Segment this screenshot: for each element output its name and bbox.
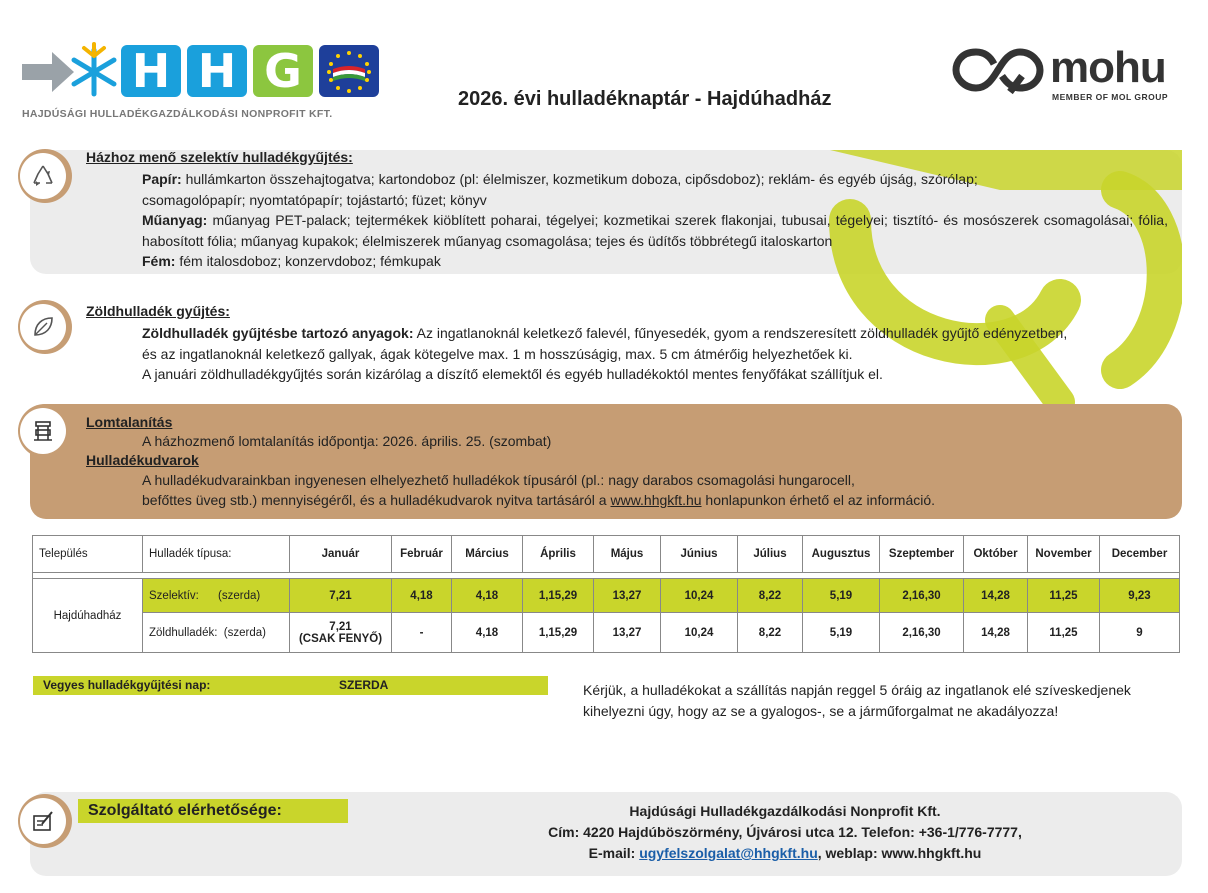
date-cell: 4,18	[452, 613, 523, 653]
paper-line-1	[142, 169, 978, 190]
date-cell: 11,25	[1028, 613, 1100, 653]
date-cell: 4,18	[392, 579, 452, 613]
mohu-infinity-icon	[952, 46, 1044, 96]
selective-title: Házhoz menő szelektív hulladékgyűjtés:	[86, 149, 353, 165]
date-cell: 10,24	[661, 579, 738, 613]
green-label: Zöldhulladék gyűjtésbe tartozó anyagok:	[142, 325, 414, 341]
header-month: Február	[392, 536, 452, 573]
header-settlement: Település	[33, 536, 143, 573]
date-cell: 13,27	[594, 613, 661, 653]
date-cell: 13,27	[594, 579, 661, 613]
logo-letter-g: G	[253, 45, 313, 97]
plastic-text: műanyag PET-palack; tejtermékek kiöblített poharai, tégelyei; kozmetikai szerek flakonjai, tubusai, tégelyei; tisztító- és mosószerek csomagolásai; fólia, habosított fólia; műanyag kupakok; élelmiszerek műanyag csomagolása; tejes és üdítős többrétegű italoskarton	[142, 212, 1168, 249]
mixed-waste-day: SZERDA	[339, 678, 389, 692]
header-month: Július	[738, 536, 803, 573]
yards-text-1: A hulladékudvarainkban ingyenesen elhelyezhető hulladékok típusáról (pl.: nagy darabos csomagolási hungarocell,	[142, 472, 855, 488]
contact-form-icon	[20, 798, 66, 844]
contact-website[interactable]: www.hhgkft.hu	[881, 845, 982, 861]
green-line-1	[142, 323, 1067, 344]
header-month: Március	[452, 536, 523, 573]
green-text-2: és az ingatlanoknál keletkező gallyak, ágak kötegelve max. 1 m hosszúságig, max. 5 cm átmérőig helyezhetőek ki.	[142, 346, 853, 362]
date-cell: 9,23	[1100, 579, 1180, 613]
recycle-icon	[20, 153, 66, 199]
bulky-text: A házhozmenő lomtalanítás időpontja: 2026. április. 25. (szombat)	[142, 433, 552, 449]
date-cell: 5,19	[803, 613, 880, 653]
date-cell: 2,16,30	[880, 613, 964, 653]
plastic-label: Műanyag:	[142, 212, 208, 228]
date-cell: 10,24	[661, 613, 738, 653]
date-cell: 1,15,29	[523, 613, 594, 653]
mohu-wordmark: mohu	[1050, 43, 1166, 92]
date-cell: 2,16,30	[880, 579, 964, 613]
notice-line-2: kihelyezni úgy, hogy az se a gyalogos-, se a járműforgalmat ne akadályozza!	[583, 703, 1059, 719]
table-header-row	[33, 536, 1180, 573]
contact-email-line: E-mail: ugyfelszolgalat@hhgkft.hu, weblap: www.hhgkft.hu	[588, 845, 982, 861]
header-month: Május	[594, 536, 661, 573]
paper-label: Papír:	[142, 171, 182, 187]
date-cell: 7,21 (CSAK FENYŐ)	[290, 613, 392, 653]
header-month: Október	[964, 536, 1028, 573]
date-cell: 1,15,29	[523, 579, 594, 613]
date-cell: 14,28	[964, 579, 1028, 613]
date-cell: 8,22	[738, 579, 803, 613]
bulky-title: Lomtalanítás	[86, 414, 173, 430]
eu-flag-icon	[319, 45, 379, 97]
header-month: Január	[290, 536, 392, 573]
arrows-snowflake-icon	[22, 42, 120, 102]
contact-label: Szolgáltató elérhetősége:	[78, 799, 348, 823]
leaf-icon	[20, 304, 66, 350]
header-waste-type: Hulladék típusa:	[143, 536, 290, 573]
date-cell: 5,19	[803, 579, 880, 613]
plastic-paragraph	[142, 210, 1168, 251]
metal-text: fém italosdoboz; konzervdoboz; fémkupak	[175, 253, 441, 269]
metal-line	[142, 251, 441, 272]
yards-line-2	[142, 490, 935, 511]
date-cell: 8,22	[738, 613, 803, 653]
header-month: November	[1028, 536, 1100, 573]
mixed-waste-bar	[33, 676, 548, 695]
metal-label: Fém:	[142, 253, 176, 269]
green-text-1: Az ingatlanoknál keletkező falevél, fűnyesedék, gyom a rendszeresített zöldhulladék gyűjtő edényzetben,	[413, 325, 1068, 341]
date-cell: 7,21	[290, 579, 392, 613]
date-cell: 11,25	[1028, 579, 1100, 613]
table-row-green	[33, 613, 1180, 653]
yards-text-2b: honlapunkon érhető el az információ.	[701, 492, 936, 508]
header-month: Augusztus	[803, 536, 880, 573]
date-cell: 14,28	[964, 613, 1028, 653]
mohu-subtitle: MEMBER OF MOL GROUP	[1052, 92, 1169, 102]
header-month: Április	[523, 536, 594, 573]
contact-company: Hajdúsági Hulladékgazdálkodási Nonprofit Kft.	[629, 803, 941, 819]
logo-letter-h1: H	[121, 45, 181, 97]
date-cell: 9	[1100, 613, 1180, 653]
notice-text	[583, 680, 1131, 722]
contact-email-link[interactable]: ugyfelszolgalat@hhgkft.hu	[639, 845, 818, 861]
waste-type-cell: Zöldhulladék: (szerda)	[143, 613, 290, 653]
company-name: HAJDÚSÁGI HULLADÉKGAZDÁLKODÁSI NONPROFIT KFT.	[22, 108, 333, 120]
yards-website-link[interactable]: www.hhgkft.hu	[610, 492, 702, 508]
collection-calendar-table	[32, 535, 1180, 653]
date-cell: -	[392, 613, 452, 653]
page-title: 2026. évi hulladéknaptár - Hajdúhadház	[458, 88, 832, 110]
logo-letter-h2: H	[187, 45, 247, 97]
settlement-cell: Hajdúhadház	[33, 579, 143, 653]
notice-line-1: Kérjük, a hulladékokat a szállítás napján reggel 5 óráig az ingatlanok elé szíveskedjenek	[583, 682, 1131, 698]
furniture-icon	[20, 408, 66, 454]
waste-type-cell: Szelektív: (szerda)	[143, 579, 290, 613]
header-month: Szeptember	[880, 536, 964, 573]
contact-address: Cím: 4220 Hajdúböszörmény, Újvárosi utca 12. Telefon: +36-1/776-7777,	[548, 824, 1022, 840]
green-title: Zöldhulladék gyűjtés:	[86, 303, 230, 319]
green-text-3: A januári zöldhulladékgyűjtés során kizárólag a díszítő elemektől és egyéb hulladékoktól mentes fenyőfákat szállítjuk el.	[142, 366, 883, 382]
paper-text-1: hullámkarton összehajtogatva; kartondoboz (pl: élelmiszer, kozmetikum doboza, cipősdoboz); reklám- és egyéb újság, szórólap;	[181, 171, 978, 187]
header-month: Június	[661, 536, 738, 573]
header-month: December	[1100, 536, 1180, 573]
yards-text-2a: befőttes üveg stb.) mennyiségéről, és a hulladékudvarok nyitva tartásáról a	[142, 492, 611, 508]
mixed-waste-label: Vegyes hulladékgyűjtési nap:	[43, 678, 211, 692]
date-cell: 4,18	[452, 579, 523, 613]
table-row-selective	[33, 579, 1180, 613]
paper-text-2: csomagolópapír; nyomtatópapír; tojástartó; füzet; könyv	[142, 192, 487, 208]
yards-title: Hulladékudvarok	[86, 452, 199, 468]
